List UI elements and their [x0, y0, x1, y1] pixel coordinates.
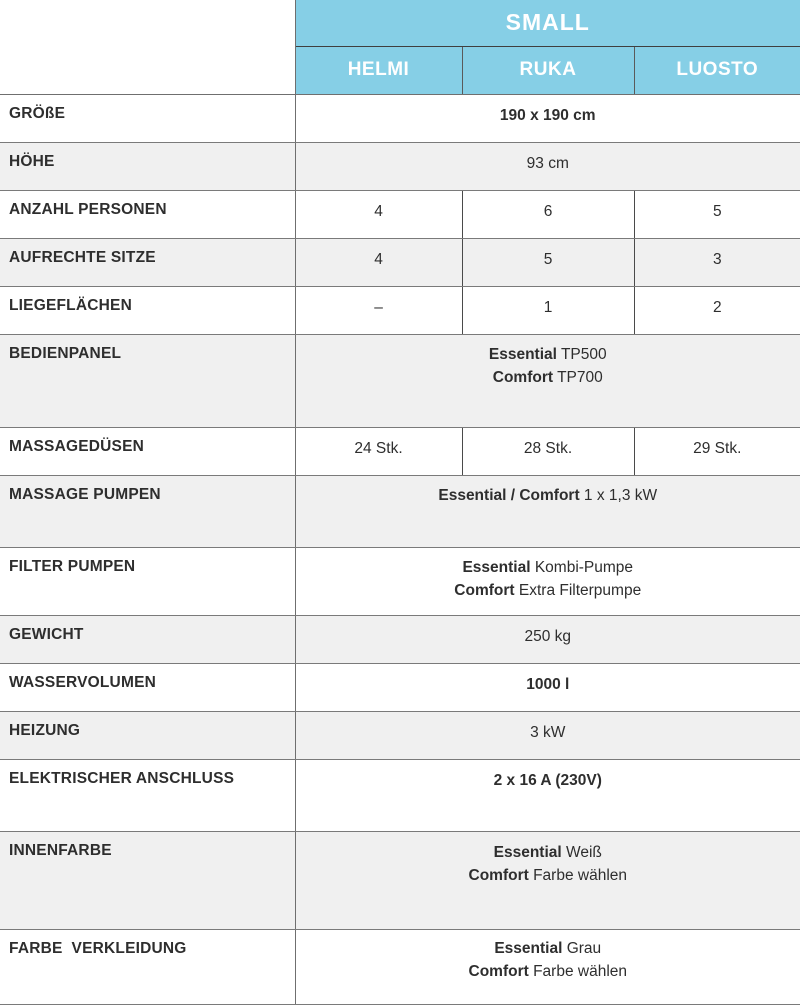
row-label: INNENFARBE: [0, 831, 295, 929]
value-text: Kombi-Pumpe: [530, 558, 634, 576]
value-text: TP700: [553, 368, 603, 386]
header-corner: [0, 0, 295, 94]
row-label: GEWICHT: [0, 615, 295, 663]
row-aufrechte-sitze: [0, 238, 800, 286]
row-value: 3 kW: [295, 711, 800, 759]
row-label: HÖHE: [0, 142, 295, 190]
cell-ruka: 1: [462, 286, 634, 334]
row-value: [295, 334, 800, 427]
row-groesse: [0, 94, 800, 142]
value-text: 1 x 1,3 kW: [579, 486, 658, 504]
cell-luosto: 29 Stk.: [634, 427, 800, 475]
value-text: Grau: [562, 939, 602, 957]
cell-helmi: 4: [295, 190, 462, 238]
model-luosto: LUOSTO: [634, 46, 800, 94]
cell-luosto: 5: [634, 190, 800, 238]
cell-ruka: 5: [462, 238, 634, 286]
model-helmi: HELMI: [295, 46, 462, 94]
row-value: 2 x 16 A (230V): [295, 759, 800, 831]
row-gewicht: [0, 615, 800, 663]
row-value: 93 cm: [295, 142, 800, 190]
cell-ruka: 28 Stk.: [462, 427, 634, 475]
row-label: MASSAGE PUMPEN: [0, 475, 295, 547]
cell-ruka: 6: [462, 190, 634, 238]
value-text: Farbe wählen: [528, 962, 628, 980]
edition-comfort: Comfort: [454, 581, 515, 599]
cell-helmi: –: [295, 286, 462, 334]
row-innenfarbe: [0, 831, 800, 929]
row-filter-pumpen: [0, 547, 800, 615]
row-massageduesen: [0, 427, 800, 475]
model-ruka: RUKA: [462, 46, 634, 94]
row-elektrischer-anschluss: [0, 759, 800, 831]
edition-comfort: Comfort: [492, 368, 554, 386]
row-massage-pumpen: [0, 475, 800, 547]
row-label: BEDIENPANEL: [0, 334, 295, 427]
edition-comfort: Comfort: [468, 866, 529, 884]
row-liegeflaechen: [0, 286, 800, 334]
cell-luosto: 3: [634, 238, 800, 286]
row-label: FARBE VERKLEIDUNG: [0, 929, 295, 1004]
row-hoehe: [0, 142, 800, 190]
row-value: [295, 831, 800, 929]
cell-luosto: 2: [634, 286, 800, 334]
value-text: Extra Filterpumpe: [514, 581, 642, 599]
row-value: [295, 929, 800, 1004]
value-text: Weiß: [561, 843, 602, 861]
row-label: ANZAHL PERSONEN: [0, 190, 295, 238]
value-text: Farbe wählen: [528, 866, 628, 884]
edition-essential: Essential: [462, 558, 531, 576]
row-value: [295, 475, 800, 547]
edition-essential: Essential: [493, 843, 562, 861]
row-farbe-verkleidung: [0, 929, 800, 1004]
edition-essential: Essential: [494, 939, 563, 957]
category-header: SMALL: [295, 0, 800, 46]
edition-essential-comfort: Essential / Comfort: [438, 486, 580, 504]
row-label: GRÖßE: [0, 94, 295, 142]
row-value: 190 x 190 cm: [295, 94, 800, 142]
row-value: 250 kg: [295, 615, 800, 663]
row-anzahl-personen: [0, 190, 800, 238]
edition-essential: Essential: [488, 345, 557, 363]
row-label: LIEGEFLÄCHEN: [0, 286, 295, 334]
row-heizung: [0, 711, 800, 759]
row-label: WASSERVOLUMEN: [0, 663, 295, 711]
row-label: ELEKTRISCHER ANSCHLUSS: [0, 759, 295, 831]
row-bedienpanel: [0, 334, 800, 427]
row-label: MASSAGEDÜSEN: [0, 427, 295, 475]
row-wasservolumen: [0, 663, 800, 711]
row-label: FILTER PUMPEN: [0, 547, 295, 615]
edition-comfort: Comfort: [468, 962, 529, 980]
row-label: AUFRECHTE SITZE: [0, 238, 295, 286]
row-value: [295, 547, 800, 615]
row-label: HEIZUNG: [0, 711, 295, 759]
value-text: TP500: [556, 345, 607, 363]
row-value: 1000 l: [295, 663, 800, 711]
cell-helmi: 24 Stk.: [295, 427, 462, 475]
cell-helmi: 4: [295, 238, 462, 286]
